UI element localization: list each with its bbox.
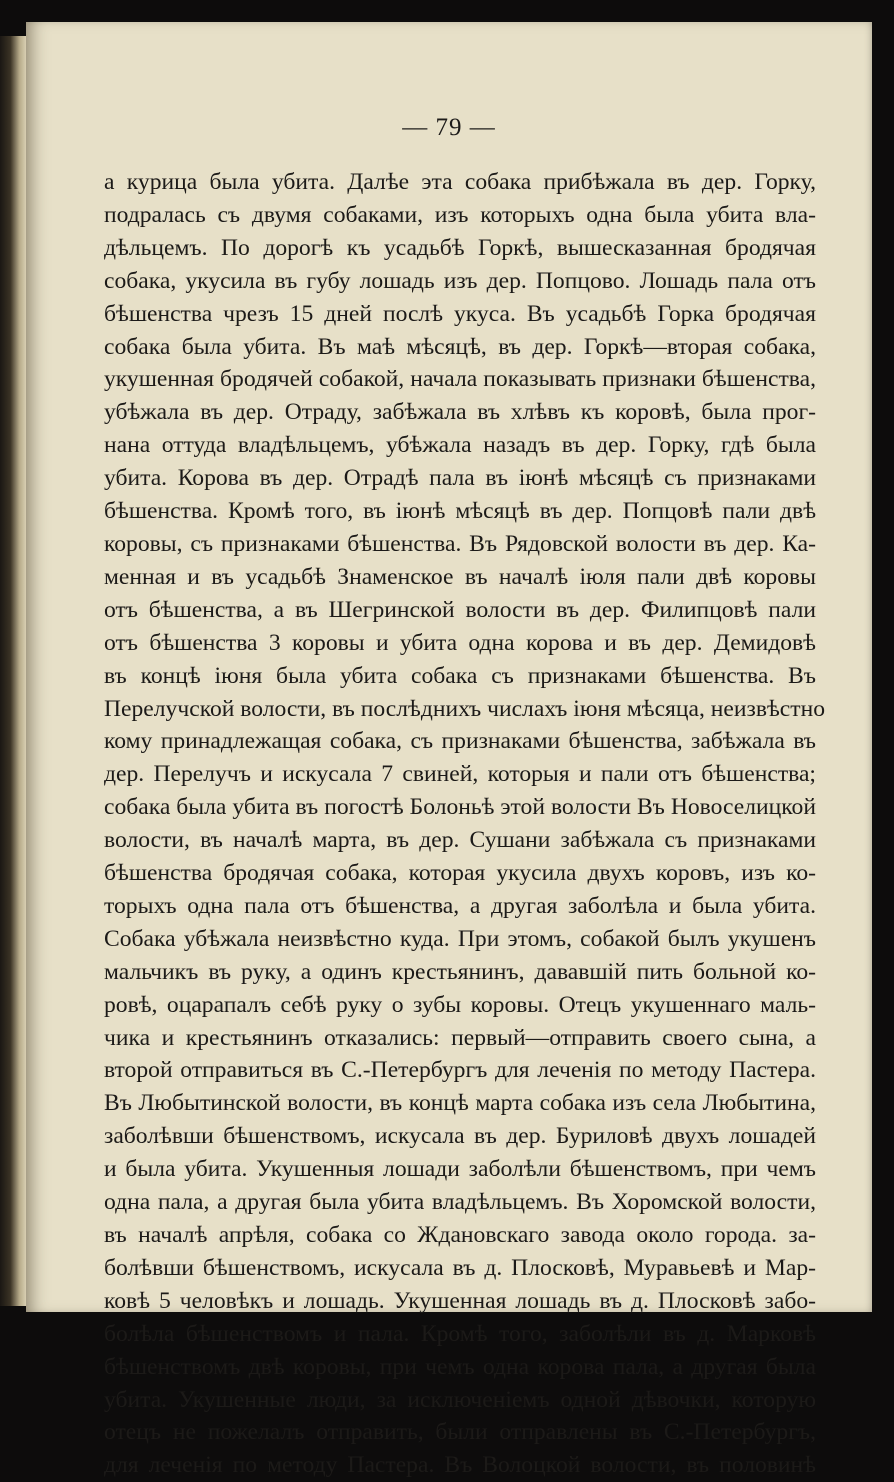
text-line: а курица была убита. Далѣе эта собака прибѣжала въ дер. Горку, (104, 169, 816, 195)
text-line: бѣшенства чрезъ 15 дней послѣ укуса. Въ усадьбѣ Горка бродячая (104, 300, 816, 327)
book-page (26, 22, 872, 1479)
text-line: дѣльцемъ. По дорогѣ къ усадьбѣ Горкѣ, вышесказанная бродячая (104, 234, 816, 261)
text-line: одна пала, а другая была убита владѣльцемъ. Въ Хоромской волости, (104, 1189, 816, 1216)
text-line: второй отправиться въ С.-Петербургъ для леченія по методу Пастера. (104, 1057, 816, 1084)
text-line: Въ Любытинской волости, въ концѣ марта собака изъ села Любытина, (104, 1090, 816, 1117)
text-line: нана оттуда владѣльцемъ, убѣжала назадъ въ дер. Горку, гдѣ была (104, 432, 816, 459)
text-line: въ началѣ апрѣля, собака со Ждановскаго завода около города. за- (104, 1222, 816, 1248)
text-line: для леченія по методу Пастера. Въ Волоцкой волости, въ половинѣ (104, 1452, 816, 1479)
book-spine-shadow (0, 36, 26, 1306)
text-line: Собака убѣжала неизвѣстно куда. При этомъ, собакой былъ укушенъ (104, 925, 816, 952)
text-line: ровѣ, оцарапалъ себѣ руку о зубы коровы. Отецъ укушеннаго маль- (104, 991, 816, 1018)
text-line: убѣжала въ дер. Отраду, забѣжала въ хлѣвъ къ коровѣ, была прог- (104, 399, 816, 426)
text-line: собака была убита въ погостѣ Болоньѣ этой волости Въ Новоселицкой (104, 794, 816, 821)
text-line: въ концѣ іюня была убита собака съ признаками бѣшенства. Въ (104, 662, 816, 689)
text-line: болѣла бѣшенствомъ и пала. Кромѣ того, заболѣли въ д. Марковѣ (104, 1320, 816, 1347)
page-body-text (104, 166, 826, 1482)
text-line: менная и въ усадьбѣ Знаменское въ началѣ іюля пали двѣ коровы (104, 563, 816, 590)
text-line: коровы, съ признаками бѣшенства. Въ Рядовской волости въ дер. Ка- (104, 530, 816, 557)
text-line: убита. Укушенные люди, за исключеніемъ одной дѣвочки, которую (104, 1386, 816, 1413)
text-line: убита. Корова въ дер. Отрадѣ пала въ іюнѣ мѣсяцѣ съ признаками (104, 465, 816, 492)
text-line: отецъ не пожелалъ отправить, были отправлены въ С.-Петербургъ, (104, 1419, 816, 1446)
text-line: укушенная бродячей собакой, начала показывать признаки бѣшенства, (104, 366, 816, 393)
page-number: — 79 — (402, 114, 496, 141)
text-line: Перелучской волости, въ послѣднихъ числахъ іюня мѣсяца, неизвѣстно (104, 695, 826, 722)
text-line: бѣшенствомъ двѣ коровы, при чемъ одна корова пала, а другая была (104, 1353, 816, 1380)
text-line: собака, укусила въ губу лошадь изъ дер. Попцово. Лошадь пала отъ (104, 267, 816, 294)
text-line: заболѣвши бѣшенствомъ, искусала въ дер. Буриловѣ двухъ лошадей (104, 1123, 816, 1150)
text-line: ковѣ 5 человѣкъ и лошадь. Укушенная лошадь въ д. Плосковѣ забо- (104, 1287, 816, 1314)
text-line: мальчикъ въ руку, а одинъ крестьянинъ, дававшій пить больной ко- (104, 958, 816, 985)
text-line: болѣвши бѣшенствомъ, искусала въ д. Плосковѣ, Муравьевѣ и Мар- (104, 1254, 816, 1281)
text-line: кому принадлежащая собака, съ признаками бѣшенства, забѣжала въ (104, 728, 816, 755)
text-line: чика и крестьянинъ отказались: первый—отправить своего сына, а (104, 1024, 816, 1051)
text-line: и была убита. Укушенныя лошади заболѣли бѣшенствомъ, при чемъ (104, 1156, 816, 1183)
text-line: отъ бѣшенства 3 коровы и убита одна корова и въ дер. Демидовѣ (104, 629, 816, 656)
text-line: бѣшенства. Кромѣ того, въ іюнѣ мѣсяцѣ въ дер. Попцовѣ пали двѣ (104, 498, 816, 525)
text-line: бѣшенства бродячая собака, которая укусила двухъ коровъ, изъ ко- (104, 860, 816, 887)
text-line: дер. Перелучъ и искусала 7 свиней, которыя и пали отъ бѣшенства; (104, 761, 816, 788)
text-line: отъ бѣшенства, а въ Шегринской волости въ дер. Филипцовѣ пали (104, 596, 816, 623)
text-line: собака была убита. Въ маѣ мѣсяцѣ, въ дер. Горкѣ—вторая собака, (104, 333, 816, 360)
text-line: подралась съ двумя собаками, изъ которыхъ одна была убита вла- (104, 201, 816, 228)
text-line: торыхъ одна пала отъ бѣшенства, а другая заболѣла и была убита. (104, 892, 816, 919)
text-line: волости, въ началѣ марта, въ дер. Сушани забѣжала съ признаками (104, 827, 816, 854)
